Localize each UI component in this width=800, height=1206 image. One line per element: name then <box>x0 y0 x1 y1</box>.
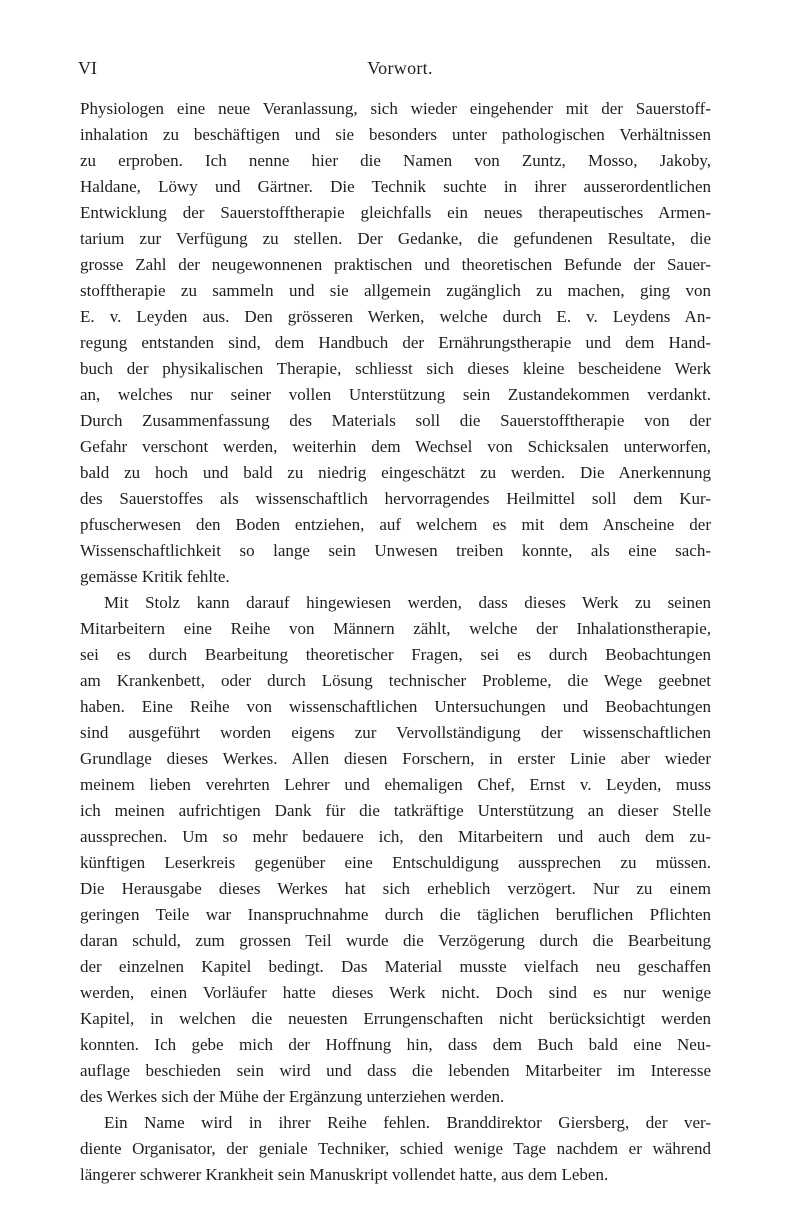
text-line: tarium zur Verfügung zu stellen. Der Gedanke, die gefundenen Resultate, die <box>80 229 711 248</box>
text-line: Die Herausgabe dieses Werkes hat sich erheblich verzögert. Nur zu einem <box>80 879 711 898</box>
text-line: aussprechen. Um so mehr bedauere ich, den Mitarbeitern und auch dem zu- <box>80 827 711 846</box>
text-line: geringen Teile war Inanspruchnahme durch die täglichen beruflichen Pflichten <box>80 905 711 924</box>
page-header <box>0 58 800 84</box>
text-line: Entwicklung der Sauerstofftherapie gleichfalls ein neues therapeutisches Armen- <box>80 203 711 222</box>
text-line: sind ausgeführt worden eigens zur Vervollständigung der wissenschaftlichen <box>80 723 711 742</box>
text-line: gemässe Kritik fehlte. <box>80 567 230 586</box>
text-line: konnten. Ich gebe mich der Hoffnung hin, dass dem Buch bald eine Neu- <box>80 1035 711 1054</box>
text-line: des Sauerstoffes als wissenschaftlich hervorragendes Heilmittel soll dem Kur- <box>80 489 711 508</box>
text-line: stofftherapie zu sammeln und sie allgemein zugänglich zu machen, ging von <box>80 281 711 300</box>
text-line: grosse Zahl der neugewonnenen praktischen und theoretischen Befunde der Sauer- <box>80 255 711 274</box>
running-title: Vorwort. <box>367 58 433 78</box>
text-line: am Krankenbett, oder durch Lösung technischer Probleme, die Wege geebnet <box>80 671 711 690</box>
text-line: E. v. Leyden aus. Den grösseren Werken, welche durch E. v. Leydens An- <box>80 307 711 326</box>
text-line: ich meinen aufrichtigen Dank für die tatkräftige Unterstützung an dieser Stelle <box>80 801 711 820</box>
text-line: der einzelnen Kapitel bedingt. Das Material musste vielfach neu geschaffen <box>80 957 711 976</box>
text-line: Grundlage dieses Werkes. Allen diesen Forschern, in erster Linie aber wieder <box>80 749 711 768</box>
text-line: des Werkes sich der Mühe der Ergänzung unterziehen werden. <box>80 1087 505 1106</box>
text-line: Mit Stolz kann darauf hingewiesen werden, dass dieses Werk zu seinen <box>104 593 711 612</box>
text-line: Wissenschaftlichkeit so lange sein Unwesen treiben konnte, als eine sach- <box>80 541 711 560</box>
text-line: regung entstanden sind, dem Handbuch der Ernährungstherapie und dem Hand- <box>80 333 711 352</box>
text-line: Mitarbeitern eine Reihe von Männern zählt, welche der Inhalationstherapie, <box>80 619 711 638</box>
text-line: auflage beschieden sein wird und dass die lebenden Mitarbeiter im Interesse <box>80 1061 711 1080</box>
text-line: daran schuld, zum grossen Teil wurde die Verzögerung durch die Bearbeitung <box>80 931 711 950</box>
text-line: werden, einen Vorläufer hatte dieses Werk nicht. Doch sind es nur wenige <box>80 983 711 1002</box>
text-line: Physiologen eine neue Veranlassung, sich wieder eingehender mit der Sauerstoff- <box>80 99 711 118</box>
text-line: zu erproben. Ich nenne hier die Namen von Zuntz, Mosso, Jakoby, <box>80 151 711 170</box>
text-line: pfuscherwesen den Boden entziehen, auf welchem es mit dem Anscheine der <box>80 515 711 534</box>
text-line: diente Organisator, der geniale Techniker, schied wenige Tage nachdem er während <box>80 1139 711 1158</box>
text-line: inhalation zu beschäftigen und sie besonders unter pathologischen Verhältnissen <box>80 125 711 144</box>
text-line: Ein Name wird in ihrer Reihe fehlen. Branddirektor Giersberg, der ver- <box>104 1113 711 1132</box>
text-line: künftigen Leserkreis gegenüber eine Entschuldigung aussprechen zu müssen. <box>80 853 711 872</box>
text-line: Gefahr verschont werden, weiterhin dem Wechsel von Schicksalen unterworfen, <box>80 437 711 456</box>
text-line: Durch Zusammenfassung des Materials soll die Sauerstofftherapie von der <box>80 411 711 430</box>
text-line: buch der physikalischen Therapie, schliesst sich dieses kleine bescheidene Werk <box>80 359 711 378</box>
text-line: sei es durch Bearbeitung theoretischer Fragen, sei es durch Beobachtungen <box>80 645 711 664</box>
text-line: an, welches nur seiner vollen Unterstützung sein Zustandekommen verdankt. <box>80 385 711 404</box>
text-line: Kapitel, in welchen die neuesten Errungenschaften nicht berücksichtigt werden <box>80 1009 711 1028</box>
text-line: haben. Eine Reihe von wissenschaftlichen Untersuchungen und Beobachtungen <box>80 697 711 716</box>
body-text <box>80 96 711 1188</box>
text-line: bald zu hoch und bald zu niedrig eingeschätzt zu werden. Die Anerkennung <box>80 463 711 482</box>
text-line: längerer schwerer Krankheit sein Manuskript vollendet hatte, aus dem Leben. <box>80 1165 609 1184</box>
page-number: VI <box>78 58 97 78</box>
text-line: Haldane, Löwy und Gärtner. Die Technik suchte in ihrer ausserordentlichen <box>80 177 711 196</box>
text-line: meinem lieben verehrten Lehrer und ehemaligen Chef, Ernst v. Leyden, muss <box>80 775 711 794</box>
